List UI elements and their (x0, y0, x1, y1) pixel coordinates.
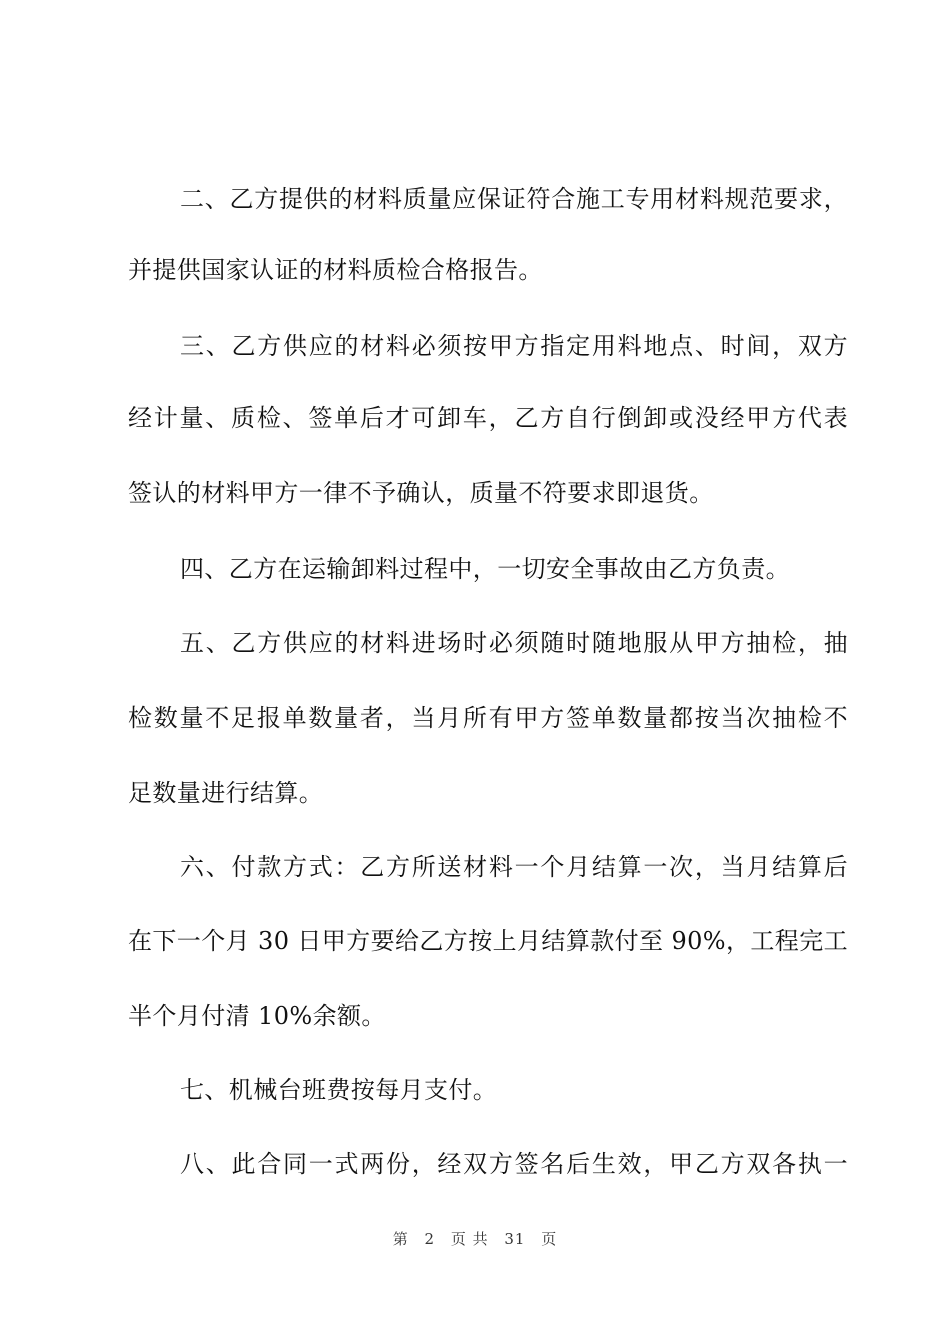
text-line: 五、乙方供应的材料进场时必须随时随地服从甲方抽检，抽 (180, 629, 848, 657)
text-line: 二、乙方提供的材料质量应保证符合施工专用材料规范要求， (180, 185, 848, 213)
page-total: 31 (504, 1230, 526, 1248)
text-line: 检数量不足报单数量者，当月所有甲方签单数量都按当次抽检不 (128, 704, 848, 732)
text-line: 足数量进行结算。 (128, 779, 324, 807)
text-line: 三、乙方供应的材料必须按甲方指定用料地点、时间，双方 (180, 332, 848, 360)
text-line: 并提供国家认证的材料质检合格报告。 (128, 256, 543, 284)
text-line: 六、付款方式：乙方所送材料一个月结算一次，当月结算后 (180, 853, 848, 881)
footer-prefix: 第 (392, 1230, 409, 1248)
footer-middle: 页 共 (450, 1230, 489, 1248)
text-line: 在下一个月 30 日甲方要给乙方按上月结算款付至 90%，工程完工 (128, 927, 848, 955)
text-line: 七、机械台班费按每月支付。 (180, 1076, 498, 1104)
page-number: 2 (424, 1230, 436, 1248)
footer-suffix: 页 (541, 1230, 558, 1248)
text-line: 四、乙方在运输卸料过程中，一切安全事故由乙方负责。 (180, 555, 790, 583)
text-line: 经计量、质检、签单后才可卸车，乙方自行倒卸或没经甲方代表 (128, 404, 848, 432)
page-footer (0, 1228, 950, 1249)
text-line: 半个月付清 10%余额。 (128, 1002, 386, 1030)
text-line: 八、此合同一式两份，经双方签名后生效，甲乙方双各执一 (180, 1150, 848, 1178)
text-line: 签认的材料甲方一律不予确认，质量不符要求即退货。 (128, 479, 714, 507)
